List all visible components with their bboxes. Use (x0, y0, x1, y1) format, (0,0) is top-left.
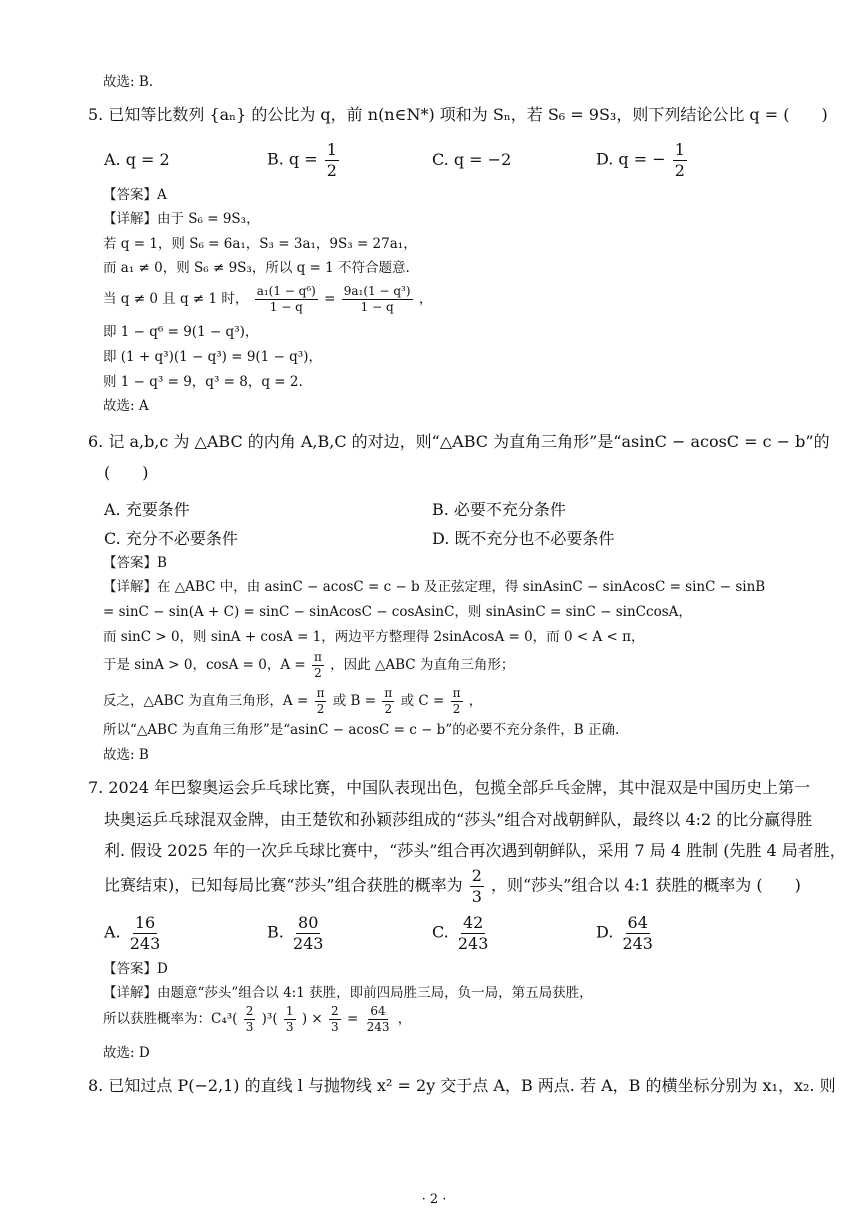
q7-stem-continued: 比赛结束)，已知每局比赛“莎头”组合获胜的概率为 $\frac{2}{3}$ ，则“莎头”组合以 4:1 获胜的概率为 ( ) (104, 866, 801, 906)
q6-option-d: D. 既不充分也不必要条件 (432, 529, 615, 548)
q5-option-c: C. q = −2 (432, 150, 512, 169)
q5-explanation-line: 【详解】由于 S₆ = 9S₃， (103, 211, 260, 227)
q5-answer: 【答案】A (103, 187, 167, 203)
q7-explanation-line: 故选: D (103, 1045, 150, 1061)
q6-explanation-line: 反之，△ABC 为直角三角形，A = $\frac{\pi}{2}$ 或 B = $\frac{\pi}{2}$ 或 C = $\frac{\pi}{2}$ ， (103, 686, 483, 717)
q5-explanation-line: 即 1 − q⁶ = 9(1 − q³)， (103, 324, 259, 340)
q7-option-c: C. $\frac{42}{243}$ (432, 913, 489, 953)
q7-explanation-line: 【详解】由题意“莎头”组合以 4:1 获胜，即前四局胜三局，负一局，第五局获胜， (103, 985, 593, 1001)
q6-explanation-line: 故选: B (103, 747, 149, 763)
fraction: $\frac{1}{2}$ (326, 140, 337, 180)
q5-option-a: A. q = 2 (104, 150, 170, 169)
q5-explanation-line: 即 (1 + q³)(1 − q³) = 9(1 − q³)， (103, 349, 322, 365)
q5-option-b: B. q = $\frac{1}{2}$ (267, 140, 337, 180)
fraction: $\frac{1}{2}$ (674, 140, 685, 180)
page-number: · 2 · (421, 1192, 447, 1207)
q6-option-a: A. 充要条件 (104, 500, 190, 519)
q5-explanation-line: 则 1 − q³ = 9，q³ = 8，q = 2. (103, 374, 303, 390)
q5-explanation-line: 若 q = 1，则 S₆ = 6a₁，S₃ = 3a₁，9S₃ = 27a₁， (103, 236, 417, 252)
q7-option-b: B. $\frac{80}{243}$ (267, 913, 324, 953)
q7-explanation-line: 所以获胜概率为：C₄³( $\frac{2}{3}$ )³( $\frac{1}{3}$ ) × $\frac{2}{3}$ = $\frac{64}{243}$ ， (103, 1004, 412, 1035)
q7-answer: 【答案】D (103, 961, 168, 977)
q7-option-a: A. $\frac{16}{243}$ (104, 913, 161, 953)
q5-explanation-line: 当 q ≠ 0 且 q ≠ 1 时， $\frac{\text{a₁(1 − q⁶)}}{1 - q}$ = $\frac{\text{9a₁(1 − q³)}}{1 - q}$ ， (103, 284, 433, 315)
prev-answer-choice: 故选: B. (103, 74, 154, 90)
q6-option-c: C. 充分不必要条件 (104, 529, 238, 548)
q5-explanation-line: 而 a₁ ≠ 0，则 S₆ ≠ 9S₃，所以 q = 1 不符合题意. (103, 260, 410, 276)
q6-answer: 【答案】B (103, 555, 167, 571)
q5-option-d: D. q = − $\frac{1}{2}$ (596, 140, 685, 180)
q7-option-d: D. $\frac{64}{243}$ (596, 913, 653, 953)
q6-stem-continued: ( ) (104, 463, 149, 482)
q6-explanation-line: 所以“△ABC 为直角三角形”是“asinC − acosC = c − b”的必要不充分条件，B 正确. (103, 722, 620, 738)
q6-explanation-line: = sinC − sin(A + C) = sinC − sinAcosC − cosAsinC，则 sinAsinC = sinC − sinCcosA， (103, 604, 692, 620)
q7-stem: 7. 2024 年巴黎奥运会乒乓球比赛，中国队表现出色，包揽全部乒乓金牌，其中混双是中国历史上第一 (88, 778, 811, 797)
q6-explanation-line: 【详解】在 △ABC 中，由 asinC − acosC = c − b 及正弦定理，得 sinAsinC − sinAcosC = sinC − sinB (103, 579, 766, 595)
q8-stem: 8. 已知过点 P(−2,1) 的直线 l 与抛物线 x² = 2y 交于点 A，B 两点. 若 A，B 的横坐标分别为 x₁，x₂. 则 (88, 1076, 836, 1095)
q5-explanation-line: 故选: A (103, 398, 149, 414)
q6-stem: 6. 记 a,b,c 为 △ABC 的内角 A,B,C 的对边，则“△ABC 为直角三角形”是“asinC − acosC = c − b”的 (88, 432, 830, 451)
q6-option-b: B. 必要不充分条件 (432, 500, 566, 519)
q6-explanation-line: 而 sinC > 0，则 sinA + cosA = 1，两边平方整理得 2sinAcosA = 0，而 0 < A < π， (103, 629, 645, 645)
q6-explanation-line: 于是 sinA > 0，cosA = 0，A = $\frac{\pi}{2}$ ，因此 △ABC 为直角三角形； (103, 650, 515, 681)
q7-stem-continued: 利. 假设 2025 年的一次乒乓球比赛中，“莎头”组合再次遇到朝鲜队，采用 7 局 4 胜制 (先胜 4 局者胜， (104, 841, 846, 860)
q7-stem-continued: 块奥运乒乓球混双金牌，由王楚钦和孙颖莎组成的“莎头”组合对战朝鲜队，最终以 4:2 的比分赢得胜 (104, 810, 813, 829)
q5-stem: 5. 已知等比数列 {aₙ} 的公比为 q，前 n(n∈N*) 项和为 Sₙ，若 S₆ = 9S₃，则下列结论公比 q = ( ) (88, 105, 828, 124)
